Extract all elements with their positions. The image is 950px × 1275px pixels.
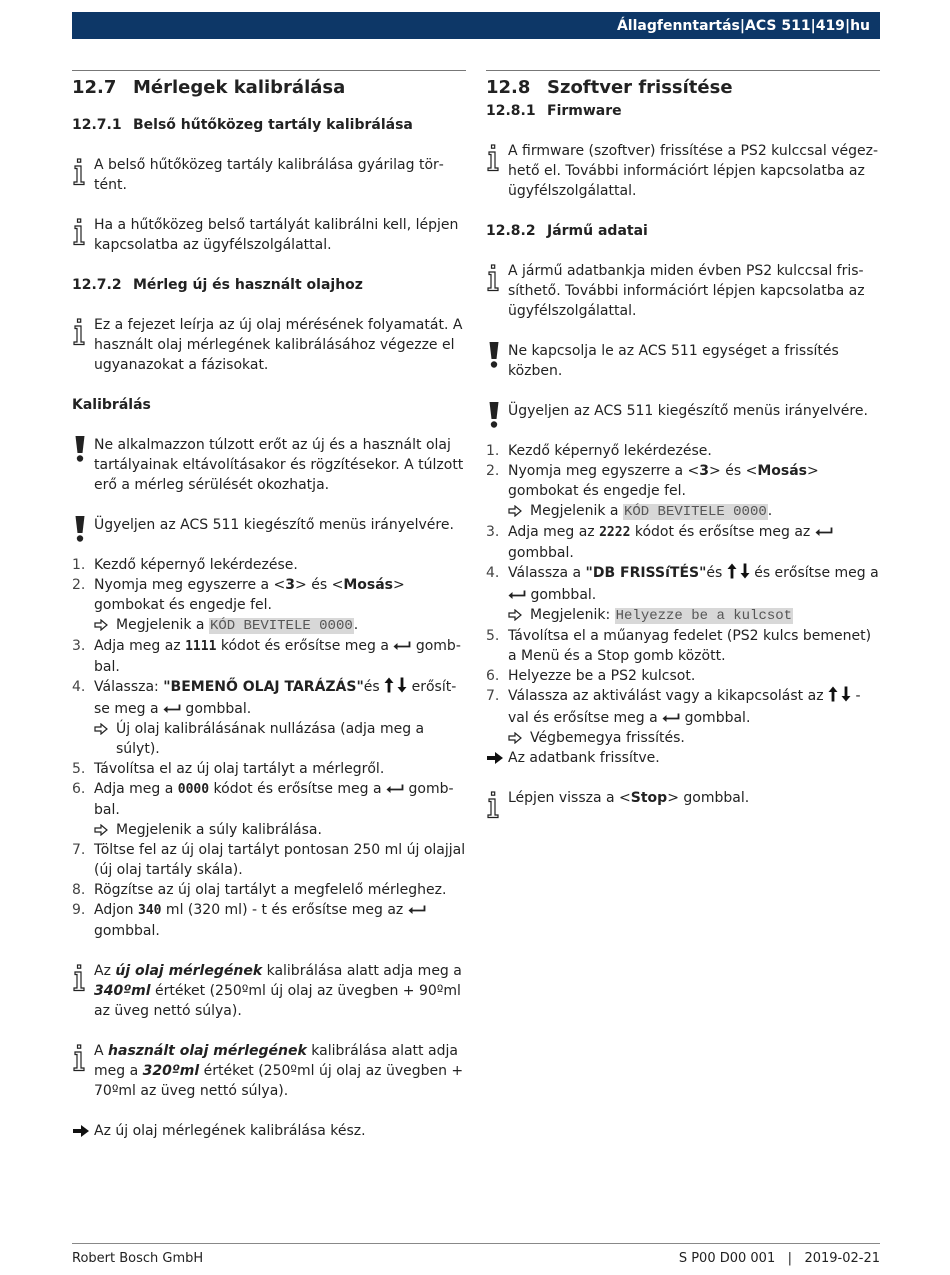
header-sep-2: | [810,17,816,34]
step-number: 4. [486,565,500,581]
arrow-up-icon [384,677,394,693]
result-text: Megjelenik: [530,607,615,623]
step-text: Adja meg az [94,638,186,654]
footer-sep: | [787,1251,793,1266]
step-text: Adjon [94,902,138,918]
step-text: Kezdő képernyő lekérdezése. [94,557,298,573]
result-text: Megjelenik a [530,503,623,519]
subsection-heading-12-8-2 [486,221,880,241]
subsection-title: Belső hűtőközeg tartály kalibrálása [133,117,413,133]
step-result [94,719,466,759]
step-text: Válassza: [94,679,164,695]
step-result [94,820,466,840]
step-number: 1. [486,443,500,459]
step-text: gombbal. [94,923,160,939]
step-number: 5. [486,628,500,644]
step-item [72,677,466,759]
subsection-title: Mérleg új és használt olajhoz [133,277,363,293]
step-text: Válassza az aktiválást vagy a kikapcsolást az [508,688,828,704]
step-text: Adja meg az [508,524,600,540]
subsection-number: 12.7.1 [72,117,122,133]
step-number: 8. [72,882,86,898]
step-item [486,626,880,666]
step-item [72,636,466,677]
final-result [72,1121,466,1141]
info-icon [72,158,86,186]
header-sep-1: | [739,17,746,34]
result-text: Az adatbank frissítve. [508,750,660,766]
result-text: Végbemegya frissítés. [530,730,685,746]
arrow-up-icon [828,686,838,702]
note-text: értéket (250ºml új olaj az üvegben + 90ºml az üveg nettó súlya). [94,983,461,1019]
result-text: Megjelenik a súly kalibrálása. [116,822,322,838]
result-text: Az új olaj mérlegének kalibrálása kész. [94,1123,366,1139]
arrow-down-icon [740,563,750,579]
final-result [486,748,880,768]
step-item [486,441,880,461]
step-text: > és < [709,463,758,479]
hollow-arrow-icon [94,824,108,836]
hollow-arrow-icon [94,619,108,631]
subsection-heading-12-7-2 [72,275,466,295]
info-note [72,1041,466,1101]
step-result [94,615,466,636]
step-item [72,880,466,900]
up-down-arrows [828,686,851,708]
info-icon [72,1044,86,1072]
step-item [486,461,880,522]
warning-text: Ne alkalmazzon túlzott erőt az új és a használt olaj tartályainak eltávolításakor és rögzítésekor. A túlzott erő a mérleg sérülését okozhatja. [94,437,464,493]
up-down-arrows [384,677,407,699]
step-text: Adja meg a [94,781,178,797]
hollow-arrow-icon [508,609,522,621]
emphasis-text: használt olaj mérlegének [108,1043,307,1059]
result-arrow-icon [72,1124,90,1138]
right-column [486,70,880,808]
calibration-steps [72,555,466,941]
info-note [72,155,466,195]
result-text: Megjelenik a [116,617,209,633]
step-text: > gombokat és engedje fel. [508,463,819,499]
section-title: Mérlegek kalibrálása [133,77,346,98]
step-text: és [363,679,385,695]
info-note [72,215,466,255]
info-icon [72,964,86,992]
enter-key-icon [662,713,680,723]
step-number: 3. [486,524,500,540]
warning-text: Ne kapcsolja le az ACS 511 egységet a frissítés közben. [508,343,839,379]
update-steps [486,441,880,748]
step-text: Nyomja meg egyszerre a < [508,463,700,479]
key-label: 3 [285,577,296,593]
step-text: ml (320 ml) - t és erősítse meg az [161,902,408,918]
subsection-title: Firmware [547,103,622,119]
left-column [72,70,466,1141]
header-language: hu [850,17,870,34]
header-section: Állagfenntartás [616,17,740,34]
key-label: Stop [630,790,668,806]
warning-icon [73,435,87,463]
note-text: Ez a fejezet leírja az új olaj mérésének folyamatát. A használt olaj mérlegének kalibrálásához végezze el ugyanazokat a fázisokat. [94,317,463,373]
note-text: A firmware (szoftver) frissítése a PS2 kulccsal végezhető el. További információrt lépjen kapcsolatba az ügyfélszolgálattal. [508,143,879,199]
enter-key-icon [508,590,526,600]
result-text: . [767,503,773,519]
step-item [72,900,466,941]
step-item [72,759,466,779]
warning-note [72,435,466,495]
info-note [486,141,880,201]
arrow-down-icon [397,677,407,693]
step-text: kódot és erősítse meg a [209,781,387,797]
step-text: > és < [295,577,344,593]
step-number: 7. [72,842,86,858]
footer-company: Robert Bosch GmbH [72,1251,204,1266]
code-value: 340 [138,903,162,918]
step-text: kódot és erősítse meg az [630,524,815,540]
step-text: Kezdő képernyő lekérdezése. [508,443,712,459]
step-item [486,522,880,563]
calibration-heading: Kalibrálás [72,397,151,413]
step-item [486,686,880,748]
step-number: 1. [72,557,86,573]
step-text: erősítse meg a [94,679,457,717]
step-text: gombbal. [508,545,574,561]
subsection-heading-12-7-1 [72,115,466,135]
step-result [508,605,880,626]
result-text: Új olaj kalibrálásának nullázása (adja meg a súlyt). [116,721,425,757]
info-note [72,961,466,1021]
section-title: Szoftver frissítése [547,77,733,98]
hollow-arrow-icon [508,505,522,517]
arrow-up-icon [727,563,737,579]
step-result [508,728,880,748]
result-arrow-icon [486,751,504,765]
warning-icon [73,515,87,543]
menu-option: "DB FRISSíTÉS" [585,565,707,581]
warning-note [486,401,880,421]
info-icon [72,318,86,346]
step-text: Rögzítse az új olaj tartályt a megfelelő mérleghez. [94,882,447,898]
step-item [486,563,880,626]
note-text: kalibrálása alatt adja meg a [94,1043,458,1079]
info-icon [486,144,500,172]
key-label: 3 [699,463,710,479]
key-label: Mosás [757,463,807,479]
section-rule [72,70,466,71]
display-text: KÓD BEVITELE 0000 [623,504,767,520]
step-item [486,666,880,686]
step-text: Töltse fel az új olaj tartályt pontosan 250 ml új olajjal (új olaj tartály skála). [94,842,466,878]
step-text: gombbal. [526,587,597,603]
step-text: Válassza a [508,565,586,581]
code-value: 1111 [185,639,217,654]
step-number: 7. [486,688,500,704]
step-item [72,555,466,575]
note-text: > gombbal. [667,790,750,806]
step-number: 6. [72,781,86,797]
warning-note [72,515,466,535]
up-down-arrows [727,563,750,585]
note-text: A jármű adatbankja miden évben PS2 kulccsal frissíthető. További információrt lépjen kapcsolatba az ügyfélszolgálattal. [508,263,865,319]
hollow-arrow-icon [94,723,108,735]
info-icon [486,791,500,819]
footer-doc-info [679,1251,880,1266]
header-sep-3: | [844,17,851,34]
enter-key-icon [163,704,181,714]
warning-icon [487,341,501,369]
subsection-number: 12.8.2 [486,223,536,239]
display-text: KÓD BEVITELE 0000 [209,618,353,634]
enter-key-icon [386,784,404,794]
enter-key-icon [393,641,411,651]
step-text: > gombokat és engedje fel. [94,577,405,613]
step-item [72,779,466,840]
note-text: kalibrálása alatt adja meg a [262,963,462,979]
enter-key-icon [408,905,426,915]
step-number: 3. [72,638,86,654]
step-text: és erősítse meg a [749,565,879,581]
step-text: Helyezze be a PS2 kulcsot. [508,668,696,684]
step-text: gombbal. [680,710,751,726]
header-page-number: 419 [815,17,845,34]
step-text: és [706,565,727,581]
info-icon [486,264,500,292]
step-text: Nyomja meg egyszerre a < [94,577,286,593]
subsection-title: Jármű adatai [547,223,648,239]
step-text: - val és erősítse meg a [508,688,861,726]
subsection-number: 12.7.2 [72,277,122,293]
note-text: Ha a hűtőközeg belső tartályát kalibrálni kell, lépjen kapcsolatba az ügyfélszolgálattal. [94,217,459,253]
emphasis-value: 340ºml [94,983,151,999]
warning-text: Ügyeljen az ACS 511 kiegészítő menüs irányelvére. [508,403,868,419]
note-text: A belső hűtőközeg tartály kalibrálása gyárilag történt. [94,157,444,193]
code-value: 2222 [599,525,631,540]
step-number: 5. [72,761,86,777]
note-text: Az [94,963,116,979]
subsection-number: 12.8.1 [486,103,536,119]
info-note [486,788,880,808]
step-result [508,501,880,522]
step-number: 2. [72,577,86,593]
warning-icon [487,401,501,429]
display-text: Helyezze be a kulcsot [615,608,793,624]
info-note [72,315,466,375]
step-number: 6. [486,668,500,684]
section-number: 12.7 [72,77,117,98]
menu-option: "BEMENŐ OLAJ TARÁZÁS" [163,679,364,695]
step-text: Távolítsa el az új olaj tartályt a mérlegről. [94,761,385,777]
arrow-down-icon [841,686,851,702]
key-label: Mosás [343,577,393,593]
note-text: Lépjen vissza a < [508,790,631,806]
enter-key-icon [815,527,833,537]
info-note [486,261,880,321]
section-heading-12-7 [72,75,466,101]
subsection-heading-12-8-1 [486,101,880,121]
emphasis-value: 320ºml [142,1063,200,1079]
section-heading-12-8 [486,75,880,101]
step-text: gombbal. [94,781,454,818]
note-text: értéket (250ºml új olaj az üvegben + 70ºml az üveg nettó súlya). [94,1063,464,1099]
page-header [72,12,880,39]
step-item [72,840,466,880]
footer-doc-number: S P00 D00 001 [678,1251,776,1266]
step-text: Távolítsa el a műanyag fedelet (PS2 kulcs bemenet) a Menü és a Stop gomb között. [508,628,872,664]
code-value: 0000 [177,782,210,797]
step-text: gombbal. [94,638,461,675]
step-number: 9. [72,902,86,918]
emphasis-text: új olaj mérlegének [115,963,263,979]
step-item [72,575,466,636]
warning-note [486,341,880,381]
footer-date: 2019-02-21 [804,1251,880,1266]
info-icon [72,218,86,246]
footer-rule [72,1243,880,1244]
step-text: gombbal. [180,701,252,717]
note-text: A [94,1043,109,1059]
warning-text: Ügyeljen az ACS 511 kiegészítő menüs irányelvére. [94,517,454,533]
step-text: kódot és erősítse meg a [216,638,394,654]
hollow-arrow-icon [508,732,522,744]
section-rule [486,70,880,71]
step-number: 4. [72,679,86,695]
result-text: . [353,617,359,633]
step-number: 2. [486,463,500,479]
section-number: 12.8 [486,77,531,98]
header-product: ACS 511 [745,17,811,34]
